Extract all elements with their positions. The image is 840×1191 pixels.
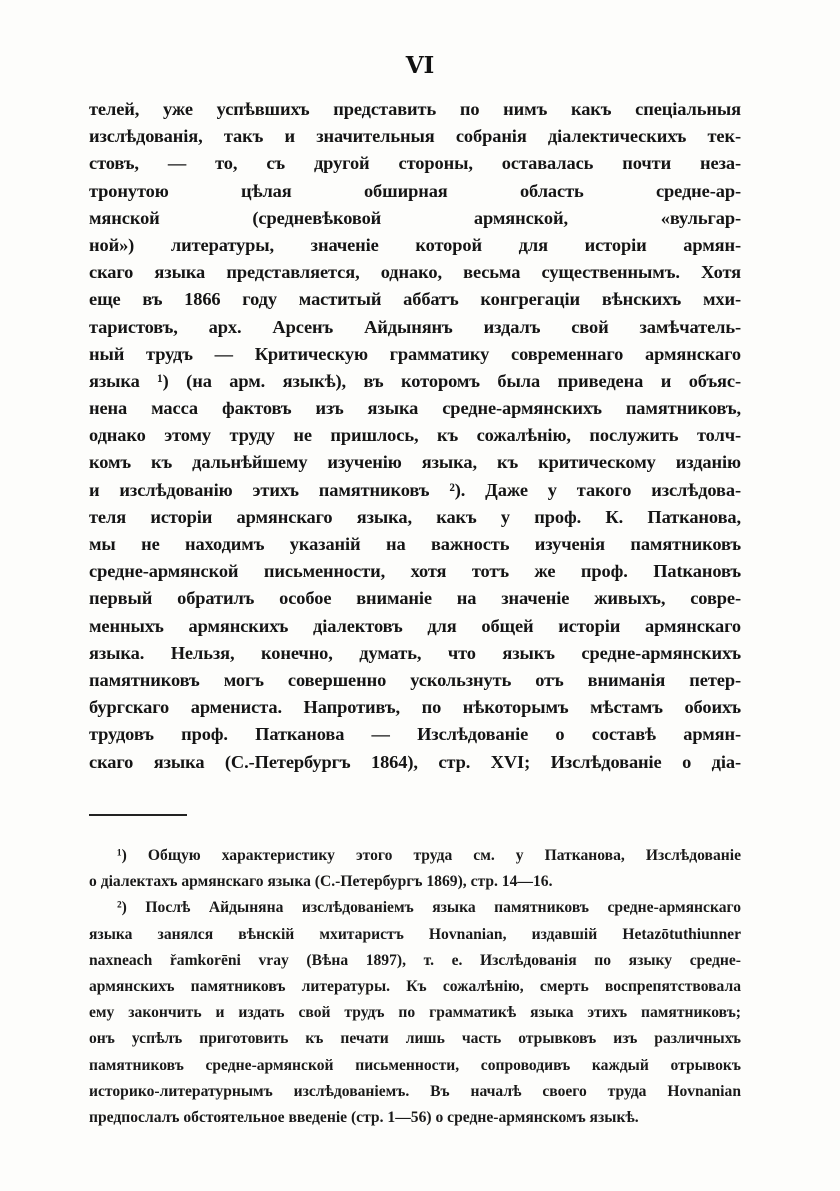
footnote-2-line: предпослалъ обстоятельное введеніе (стр. 1—56) о средне-армянскомъ языкѣ. — [89, 1108, 639, 1126]
text-line: изслѣдованія, такъ и значительныя собранія діалектическихъ тек- — [89, 126, 741, 147]
text-line: еще въ 1866 году маститый аббатъ конгрегаціи вѣнскихъ мхи- — [89, 289, 741, 310]
footnote-1-line: о діалектахъ армянскаго языка (С.-Петербургъ 1869), стр. 14—16. — [89, 873, 553, 891]
footnote-2-line: ²) Послѣ Айдыняна изслѣдованіемъ языка памятниковъ средне-армянскаго — [117, 899, 741, 917]
page-number: VI — [405, 52, 435, 79]
text-line: комъ къ дальнѣйшему изученію языка, къ критическому изданію — [89, 452, 741, 473]
footnote-2-line: онъ успѣлъ приготовить къ печати лишь часть отрывковъ изъ различныхъ — [89, 1030, 741, 1048]
footnotes — [89, 843, 741, 1131]
footnote-2-line: языка занялся вѣнскій мхитаристъ Hovnanian, издавшій Hetazōtuthiunner — [89, 925, 741, 943]
text-line: нена масса фактовъ изъ языка средне-армянскихъ памятниковъ, — [89, 398, 741, 419]
main-text — [89, 96, 741, 776]
footnote-separator — [89, 814, 187, 816]
text-line: ной») литературы, значеніе которой для исторіи армян- — [89, 234, 741, 255]
text-line: трудовъ проф. Патканова — Изслѣдованіе о составѣ армян- — [89, 724, 741, 745]
footnote-2-line: армянскихъ памятниковъ литературы. Къ сожалѣнію, смерть воспрепятствовала — [89, 977, 741, 995]
footnote-1-line: ¹) Общую характеристику этого труда см. у Патканова, Изслѣдованіе — [117, 847, 741, 864]
text-line: первый обратилъ особое вниманіе на значеніе живыхъ, совре- — [89, 588, 741, 609]
text-line: теля исторіи армянскаго языка, какъ у проф. К. Патканова, — [89, 506, 741, 527]
footnote-2-line: памятниковъ средне-армянской письменности, сопроводивъ каждый отрывокъ — [89, 1056, 741, 1074]
text-line: ный трудъ — Критическую грамматику современнаго армянскаго — [89, 343, 741, 364]
text-line: менныхъ армянскихъ діалектовъ для общей исторіи армянскаго — [89, 615, 741, 636]
text-line: бургскаго армениста. Напротивъ, по нѣкоторымъ мѣстамъ обоихъ — [89, 697, 741, 718]
footnote-2-line: ему закончить и издать свой трудъ по грамматикѣ языка этихъ памятниковъ; — [89, 1004, 741, 1022]
text-line: мы не находимъ указаній на важность изученія памятниковъ — [89, 534, 741, 554]
text-line: тронутою цѣлая обширная область средне-ар- — [89, 180, 741, 201]
text-line: скаго языка (С.-Петербургъ 1864), стр. XVI; Изслѣдованіе о діа- — [89, 751, 741, 772]
footnote-2-line: naxneach řamkorēni vray (Вѣна 1897), т. е. Изслѣдованія по языку средне- — [89, 951, 741, 969]
text-line: памятниковъ могъ совершенно ускользнуть отъ вниманія петер- — [89, 669, 741, 690]
text-line: таристовъ, арх. Арсенъ Айдынянъ издалъ свой замѣчатель- — [89, 316, 741, 337]
text-line: языка. Нельзя, конечно, думать, что языкъ средне-армянскихъ — [89, 642, 741, 663]
text-line: языка ¹) (на арм. языкѣ), въ которомъ была приведена и объяс- — [89, 370, 741, 391]
text-line: средне-армянской письменности, хотя тотъ же проф. Пatкановъ — [89, 561, 741, 582]
text-line: однако этому труду не пришлось, къ сожалѣнію, послужить толч- — [89, 425, 741, 446]
text-line: и изслѣдованію этихъ памятниковъ ²). Даже у такого изслѣдова- — [89, 479, 741, 500]
footnote-2-line: историко-литературнымъ изслѣдованіемъ. Въ началѣ своего труда Hovnanian — [89, 1082, 741, 1100]
text-line: телей, уже успѣвшихъ представить по нимъ какъ спеціальныя — [89, 99, 741, 119]
text-line: мянской (средневѣковой армянской, «вульгар- — [89, 207, 741, 228]
text-line: скаго языка представляется, однако, весьма существеннымъ. Хотя — [89, 262, 741, 283]
text-line: стовъ, — то, съ другой стороны, оставалась почти неза- — [89, 153, 741, 174]
